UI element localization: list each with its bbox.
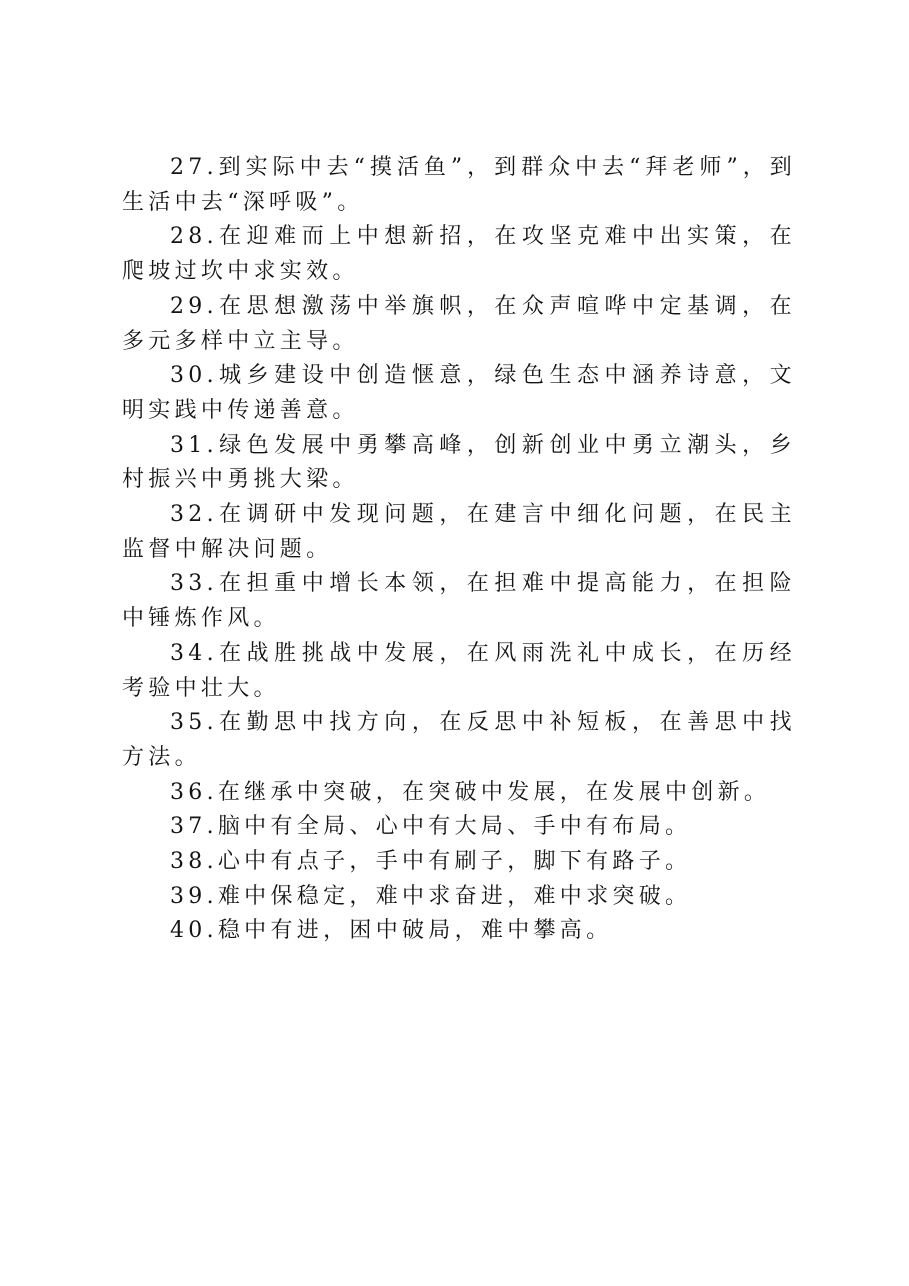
list-item-28: 28.在迎难而上中想新招，在攻坚克难中出实策，在爬坡过坎中求实效。 — [122, 224, 796, 285]
list-item-35: 35.在勤思中找方向，在反思中补短板，在善思中找方法。 — [122, 710, 796, 770]
list-item-39: 39.难中保稳定，难中求奋进，难中求突破。 — [170, 883, 692, 909]
list-item-40: 40.稳中有进，困中破局，难中攀高。 — [170, 918, 613, 944]
list-item-38: 38.心中有点子，手中有刷子，脚下有路子。 — [170, 849, 692, 875]
list-item-29: 29.在思想激荡中举旗帜，在众声喧哗中定基调，在多元多样中立主导。 — [122, 293, 796, 354]
list-item-33: 33.在担重中增长本领，在担难中提高能力，在担险中锤炼作风。 — [122, 571, 796, 632]
list-item-37: 37.脑中有全局、心中有大局、手中有布局。 — [170, 814, 692, 840]
list-item-27: 27.到实际中去“摸活鱼”，到群众中去“拜老师”，到生活中去“深呼吸”。 — [122, 155, 796, 215]
list-item-31: 31.绿色发展中勇攀高峰，创新创业中勇立潮头，乡村振兴中勇挑大梁。 — [122, 432, 796, 493]
list-item-32: 32.在调研中发现问题，在建言中细化问题，在民主监督中解决问题。 — [122, 502, 796, 562]
list-item-30: 30.城乡建设中创造惬意，绿色生态中涵养诗意，文明实践中传递善意。 — [122, 363, 796, 423]
list-item-36: 36.在继承中突破，在突破中发展，在发展中创新。 — [170, 779, 771, 805]
document-body — [122, 151, 796, 949]
list-item-34: 34.在战胜挑战中发展，在风雨洗礼中成长，在历经考验中壮大。 — [122, 640, 796, 701]
